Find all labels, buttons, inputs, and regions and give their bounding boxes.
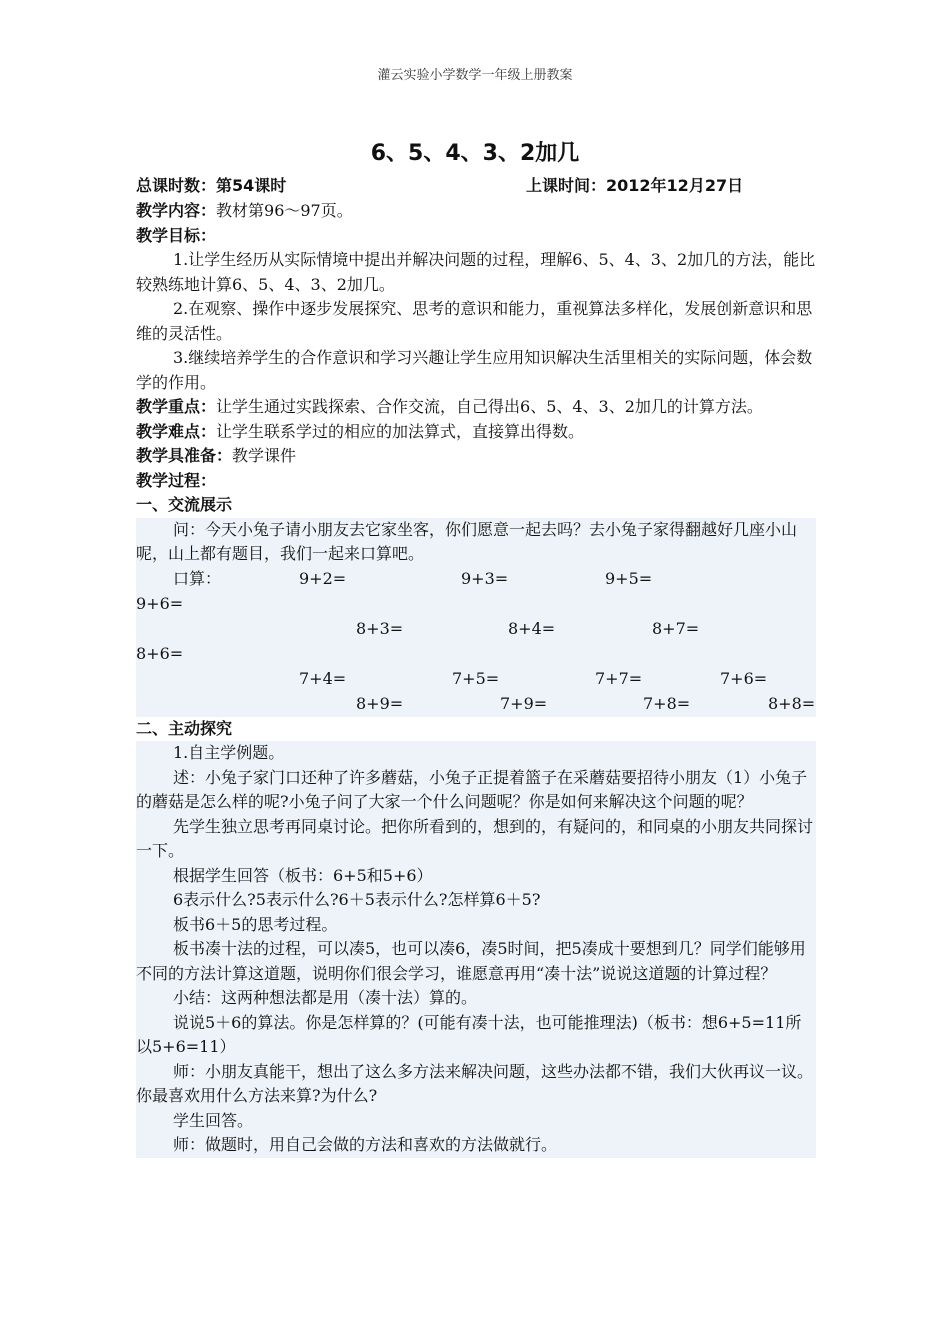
oral-row xyxy=(136,617,816,642)
paragraph: 板书凑十法的过程，可以凑5，也可以凑6，凑5时间，把5凑成十要想到几？同学们能够用不同的方法计算这道题，说明你们很会学习，谁愿意再用“凑十法”说说这道题的计算过程？ xyxy=(136,939,806,983)
difficulty-label: 教学难点： xyxy=(136,421,217,441)
oral-problem: 9+2= xyxy=(299,568,347,588)
key-points-value: 让学生通过实践探索、合作交流，自己得出6、5、4、3、2加几的计算方法。 xyxy=(216,397,763,416)
oral-problem: 7+7= xyxy=(595,668,643,688)
total-lessons: 总课时数：第54课时 xyxy=(136,176,287,195)
section2-block xyxy=(136,741,816,1158)
oral-row xyxy=(136,692,816,717)
goals-label: 教学目标： xyxy=(136,225,217,245)
class-time xyxy=(526,174,743,199)
paragraph: 说说5＋6的算法。你是怎样算的？(可能有凑十法，也可能推理法)（板书：想6+5=11所以5+6=11） xyxy=(136,1012,802,1056)
teaching-content-value: 教材第96～97页。 xyxy=(216,201,353,220)
paragraph: 学生回答。 xyxy=(173,1110,254,1130)
page-header: 灌云实验小学数学一年级上册教案 xyxy=(377,68,573,83)
oral-problem: 8+6= xyxy=(136,643,184,663)
oral-problem: 8+8= xyxy=(768,693,816,713)
oral-problem: 8+4= xyxy=(508,618,556,638)
oral-problem: 9+5= xyxy=(605,568,653,588)
difficulty-value: 让学生联系学过的相应的加法算式，直接算出得数。 xyxy=(216,421,585,441)
section-heading: 二、主动探究 xyxy=(136,718,233,738)
header-divider xyxy=(136,86,816,87)
difficulty xyxy=(136,420,816,445)
paragraph: 小结：这两种想法都是用（凑十法）算的。 xyxy=(173,988,478,1007)
class-time-label: 上课时间： xyxy=(526,176,607,195)
oral-problem: 8+3= xyxy=(356,618,404,638)
class-time-value: 2012年12月27日 xyxy=(606,176,744,195)
oral-problem: 7+8= xyxy=(643,693,691,713)
goal-item: 3.继续培养学生的合作意识和学习兴趣让学生应用知识解决生活里相关的实际问题，体会数学的作用。 xyxy=(136,348,813,392)
oral-problem: 7+9= xyxy=(500,693,548,713)
section-heading: 一、交流展示 xyxy=(136,495,233,514)
oral-problem: 9+6= xyxy=(136,593,184,613)
preparation xyxy=(136,444,816,469)
paragraph: 根据学生回答（板书：6+5和5+6） xyxy=(173,865,433,885)
preparation-label: 教学具准备： xyxy=(136,446,233,465)
oral-problem: 8+7= xyxy=(652,618,700,638)
paragraph: 6表示什么?5表示什么?6＋5表示什么?怎样算6＋5? xyxy=(173,890,541,909)
oral-problem: 7+4= xyxy=(299,668,347,688)
lesson-body xyxy=(136,174,816,1158)
process-label: 教学过程： xyxy=(136,470,217,490)
oral-row xyxy=(136,667,816,692)
oral-problem: 9+3= xyxy=(461,568,509,588)
oral-row xyxy=(136,567,816,592)
preparation-value: 教学课件 xyxy=(232,446,297,465)
goal-item: 2.在观察、操作中逐步发展探究、思考的意识和能力，重视算法多样化，发展创新意识和思维的灵活性。 xyxy=(136,299,813,343)
oral-problem: 7+5= xyxy=(452,668,500,688)
teaching-content xyxy=(136,199,816,224)
paragraph: 1.自主学例题。 xyxy=(173,743,285,762)
oral-row xyxy=(136,592,816,617)
key-points xyxy=(136,395,816,420)
section1-block xyxy=(136,518,816,717)
intro-question: 问：今天小兔子请小朋友去它家坐客，你们愿意一起去吗？去小兔子家得翻越好几座小山呢，山上都有题目，我们一起来口算吧。 xyxy=(136,519,798,563)
paragraph: 板书6＋5的思考过程。 xyxy=(173,914,338,934)
lesson-meta xyxy=(136,174,816,199)
paragraph: 师：做题时，用自己会做的方法和喜欢的方法做就行。 xyxy=(173,1135,558,1154)
paragraph: 先学生独立思考再同桌讨论。把你所看到的，想到的，有疑问的，和同桌的小朋友共同探讨一下。 xyxy=(136,816,814,860)
oral-problem: 8+9= xyxy=(356,693,404,713)
key-points-label: 教学重点： xyxy=(136,397,217,416)
oral-label: 口算： xyxy=(173,568,222,588)
paragraph: 师：小朋友真能干，想出了这么多方法来解决问题，这些办法都不错，我们大伙再议一议。你最喜欢用什么方法来算?为什么? xyxy=(136,1061,814,1105)
lesson-title: 6、5、4、3、2加几 xyxy=(370,141,580,166)
oral-row xyxy=(136,642,816,667)
goal-item: 1.让学生经历从实际情境中提出并解决问题的过程，理解6、5、4、3、2加几的方法，能比较熟练地计算6、5、4、3、2加几。 xyxy=(136,250,816,294)
paragraph: 述：小兔子家门口还种了许多蘑菇，小兔子正提着篮子在采蘑菇要招待小朋友（1）小兔子的蘑菇是怎么样的呢?小兔子问了大家一个什么问题呢？你是如何来解决这个问题的呢？ xyxy=(136,767,808,811)
oral-problem: 7+6= xyxy=(720,668,768,688)
teaching-content-label: 教学内容： xyxy=(136,201,217,220)
